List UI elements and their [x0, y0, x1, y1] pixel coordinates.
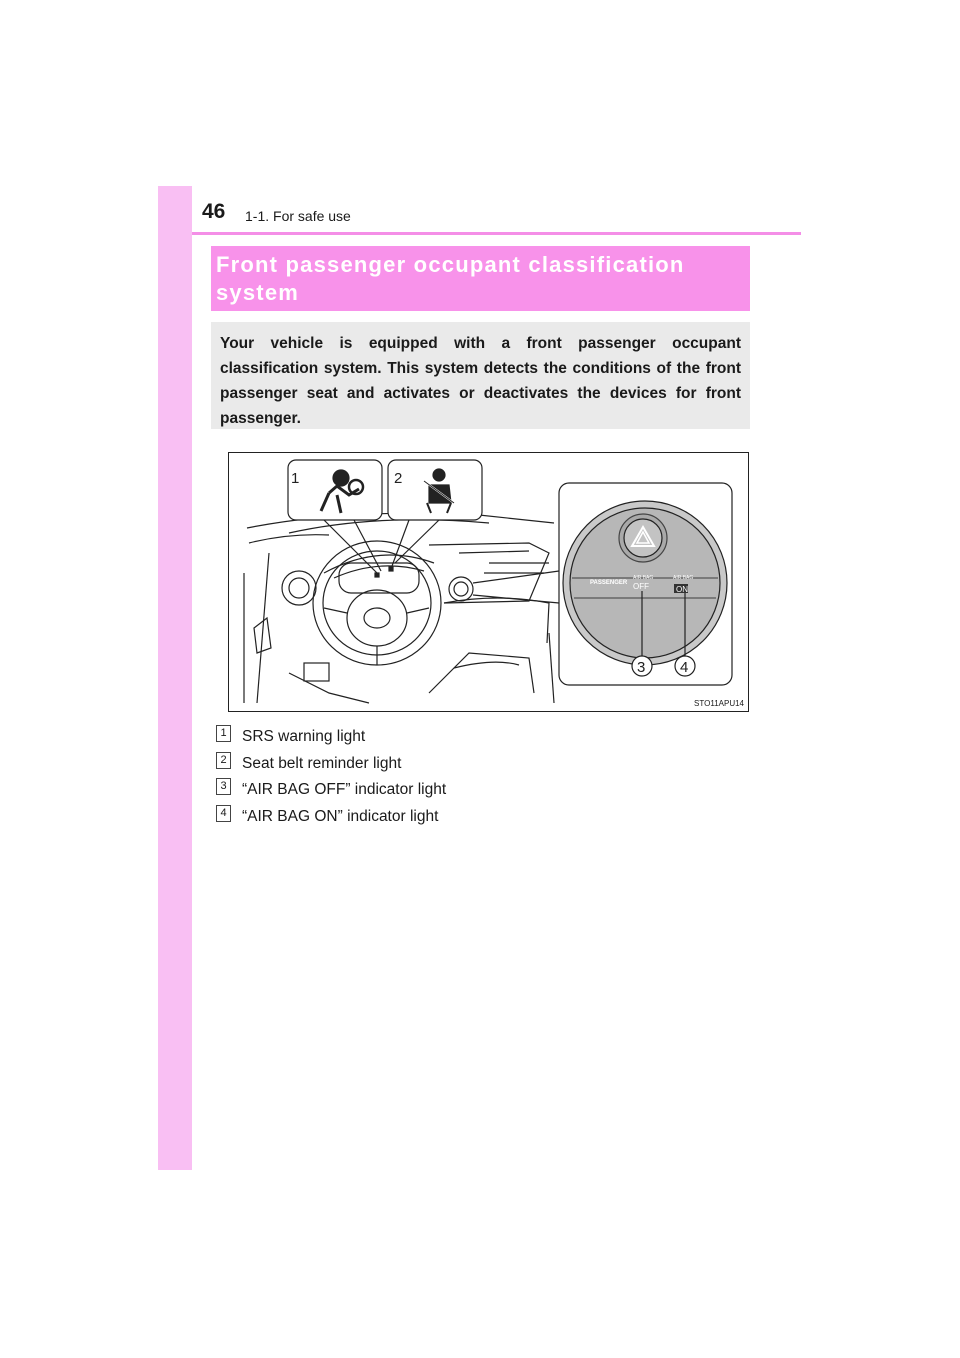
panel-airbag-on-top: AIR BAG	[673, 575, 694, 581]
dashboard-illustration	[228, 452, 749, 712]
legend-item	[216, 724, 716, 751]
legend-item	[216, 751, 716, 778]
intro-box	[211, 322, 750, 429]
legend-number-badge: 2	[216, 752, 231, 769]
panel-airbag-off: OFF	[633, 582, 649, 591]
legend-label: “AIR BAG ON” indicator light	[242, 807, 439, 825]
panel-passenger-label: PASSENGER	[590, 580, 628, 586]
intro-text: Your vehicle is equipped with a front passenger occupant classification system. This system detects the conditions of the front passenger seat and activates or deactivates the devices for front passenger.	[220, 335, 741, 427]
legend-label: SRS warning light	[242, 728, 366, 745]
heading-line-1: Front passenger occupant classification	[216, 252, 685, 277]
legend-item	[216, 804, 716, 831]
legend-list	[216, 724, 716, 830]
side-tab-band	[158, 186, 192, 1170]
callout-1: 1	[291, 470, 300, 487]
dashboard-drawing	[229, 453, 748, 711]
legend-item	[216, 777, 716, 804]
callout-4: 4	[680, 659, 689, 676]
legend-number-badge: 1	[216, 725, 231, 742]
figure-code: STO11APU14	[694, 699, 744, 708]
header-divider	[192, 232, 801, 235]
legend-label: “AIR BAG OFF” indicator light	[242, 781, 447, 798]
panel-airbag-on: ON	[676, 585, 688, 594]
page-number: 46	[202, 200, 226, 223]
section-title: 1-1. For safe use	[245, 208, 351, 224]
panel-airbag-off-top: AIR BAG	[633, 575, 654, 581]
legend-label: Seat belt reminder light	[242, 754, 402, 772]
legend-number-badge: 3	[216, 778, 231, 795]
heading-box	[211, 246, 750, 311]
heading-line-2: system	[216, 280, 300, 305]
legend-number-badge: 4	[216, 805, 231, 822]
callout-2: 2	[394, 470, 403, 487]
callout-3: 3	[637, 659, 646, 676]
